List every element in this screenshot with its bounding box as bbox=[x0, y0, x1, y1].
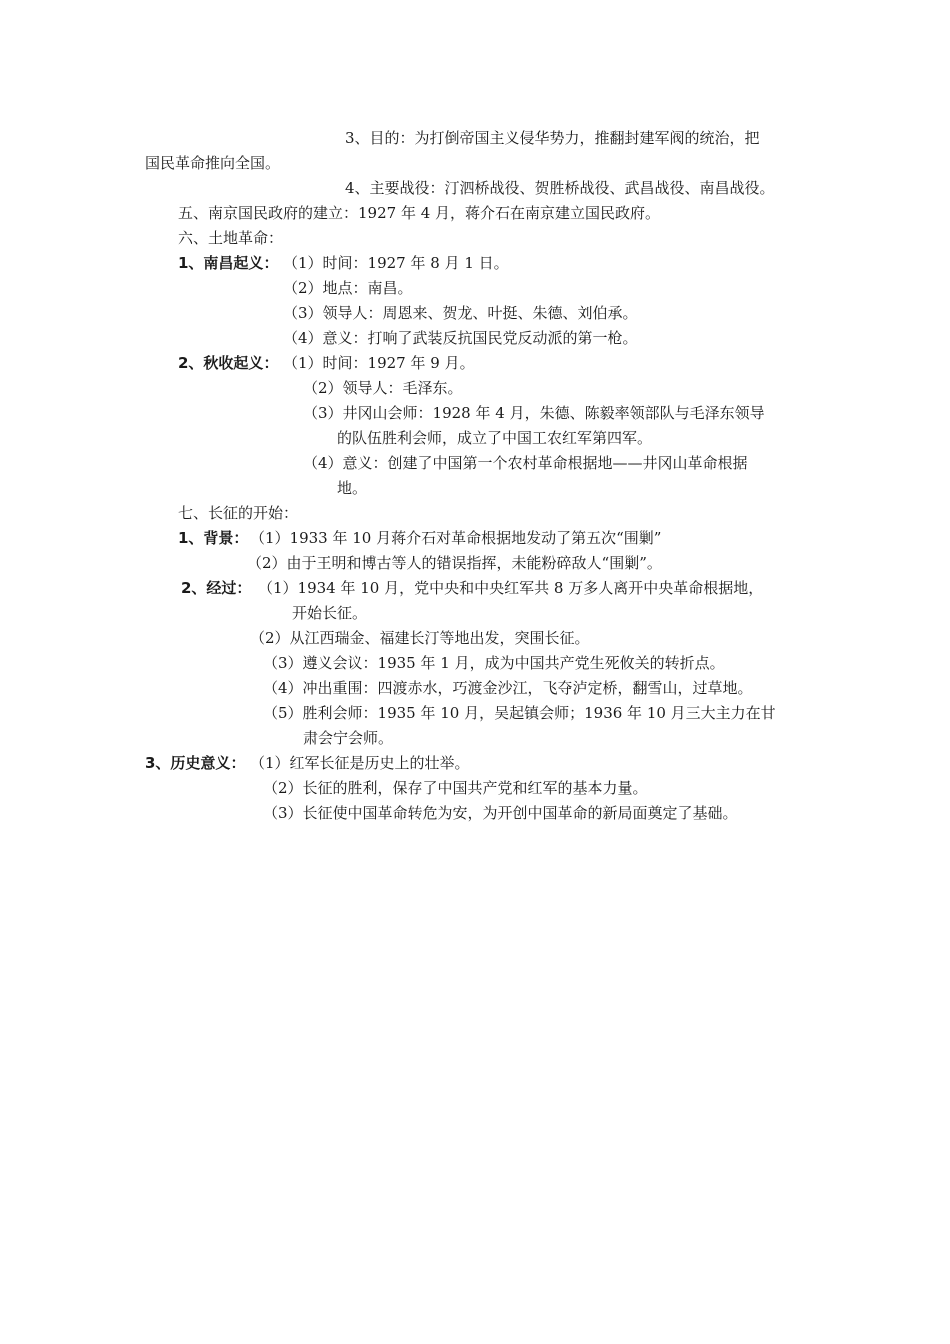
list-item: （5）胜利会师：1935 年 10 月，吴起镇会师；1936 年 10 月三大主力在甘 bbox=[263, 704, 776, 722]
list-item: （3）领导人：周恩来、贺龙、叶挺、朱德、刘伯承。 bbox=[283, 304, 638, 322]
list-item: （4）意义：打响了武装反抗国民党反动派的第一枪。 bbox=[283, 329, 638, 347]
list-item: （2）由于王明和博古等人的错误指挥，未能粉碎敌人“围剿”。 bbox=[247, 554, 662, 572]
list-item: （2）领导人：毛泽东。 bbox=[303, 379, 463, 397]
list-item: （4）意义：创建了中国第一个农村革命根据地——井冈山革命根据 bbox=[303, 454, 748, 472]
subsection-label: 2、经过： bbox=[181, 579, 252, 597]
list-item: （2）从江西瑞金、福建长汀等地出发，突围长征。 bbox=[250, 629, 590, 647]
text-line: 国民革命推向全国。 bbox=[145, 154, 281, 172]
list-item: （4）冲出重围：四渡赤水，巧渡金沙江，飞夺泸定桥，翻雪山，过草地。 bbox=[263, 679, 753, 697]
list-item-continuation: 地。 bbox=[337, 479, 368, 497]
list-item: （3）井冈山会师：1928 年 4 月，朱德、陈毅率领部队与毛泽东领导 bbox=[303, 404, 765, 422]
section-heading: 五、南京国民政府的建立：1927 年 4 月，蒋介石在南京建立国民政府。 bbox=[178, 204, 661, 222]
list-item: （2）地点：南昌。 bbox=[283, 279, 413, 297]
list-item: （3）遵义会议：1935 年 1 月，成为中国共产党生死攸关的转折点。 bbox=[263, 654, 725, 672]
text-line: 3、目的：为打倒帝国主义侵华势力，推翻封建军阀的统治，把 bbox=[345, 129, 760, 147]
list-item: （1）1933 年 10 月蒋介石对革命根据地发动了第五次“围剿” bbox=[250, 529, 662, 547]
subsection-label: 2、秋收起义： bbox=[178, 354, 279, 372]
subsection-label: 3、历史意义： bbox=[145, 754, 246, 772]
list-item: （1）1934 年 10 月，党中央和中央红军共 8 万多人离开中央革命根据地， bbox=[258, 579, 764, 597]
subsection-label: 1、南昌起义： bbox=[178, 254, 279, 272]
list-item: （1）时间：1927 年 8 月 1 日。 bbox=[283, 254, 509, 272]
section-heading: 六、土地革命： bbox=[178, 229, 284, 247]
list-item-continuation: 的队伍胜利会师，成立了中国工农红军第四军。 bbox=[337, 429, 653, 447]
list-item: （2）长征的胜利，保存了中国共产党和红军的基本力量。 bbox=[263, 779, 648, 797]
subsection-label: 1、背景： bbox=[178, 529, 249, 547]
list-item: （3）长征使中国革命转危为安，为开创中国革命的新局面奠定了基础。 bbox=[263, 804, 738, 822]
list-item-continuation: 开始长征。 bbox=[292, 604, 368, 622]
section-heading: 七、长征的开始： bbox=[178, 504, 299, 522]
list-item-continuation: 肃会宁会师。 bbox=[303, 729, 394, 747]
list-item: （1）红军长征是历史上的壮举。 bbox=[250, 754, 470, 772]
text-line: 4、主要战役：汀泗桥战役、贺胜桥战役、武昌战役、南昌战役。 bbox=[345, 179, 775, 197]
list-item: （1）时间：1927 年 9 月。 bbox=[283, 354, 475, 372]
